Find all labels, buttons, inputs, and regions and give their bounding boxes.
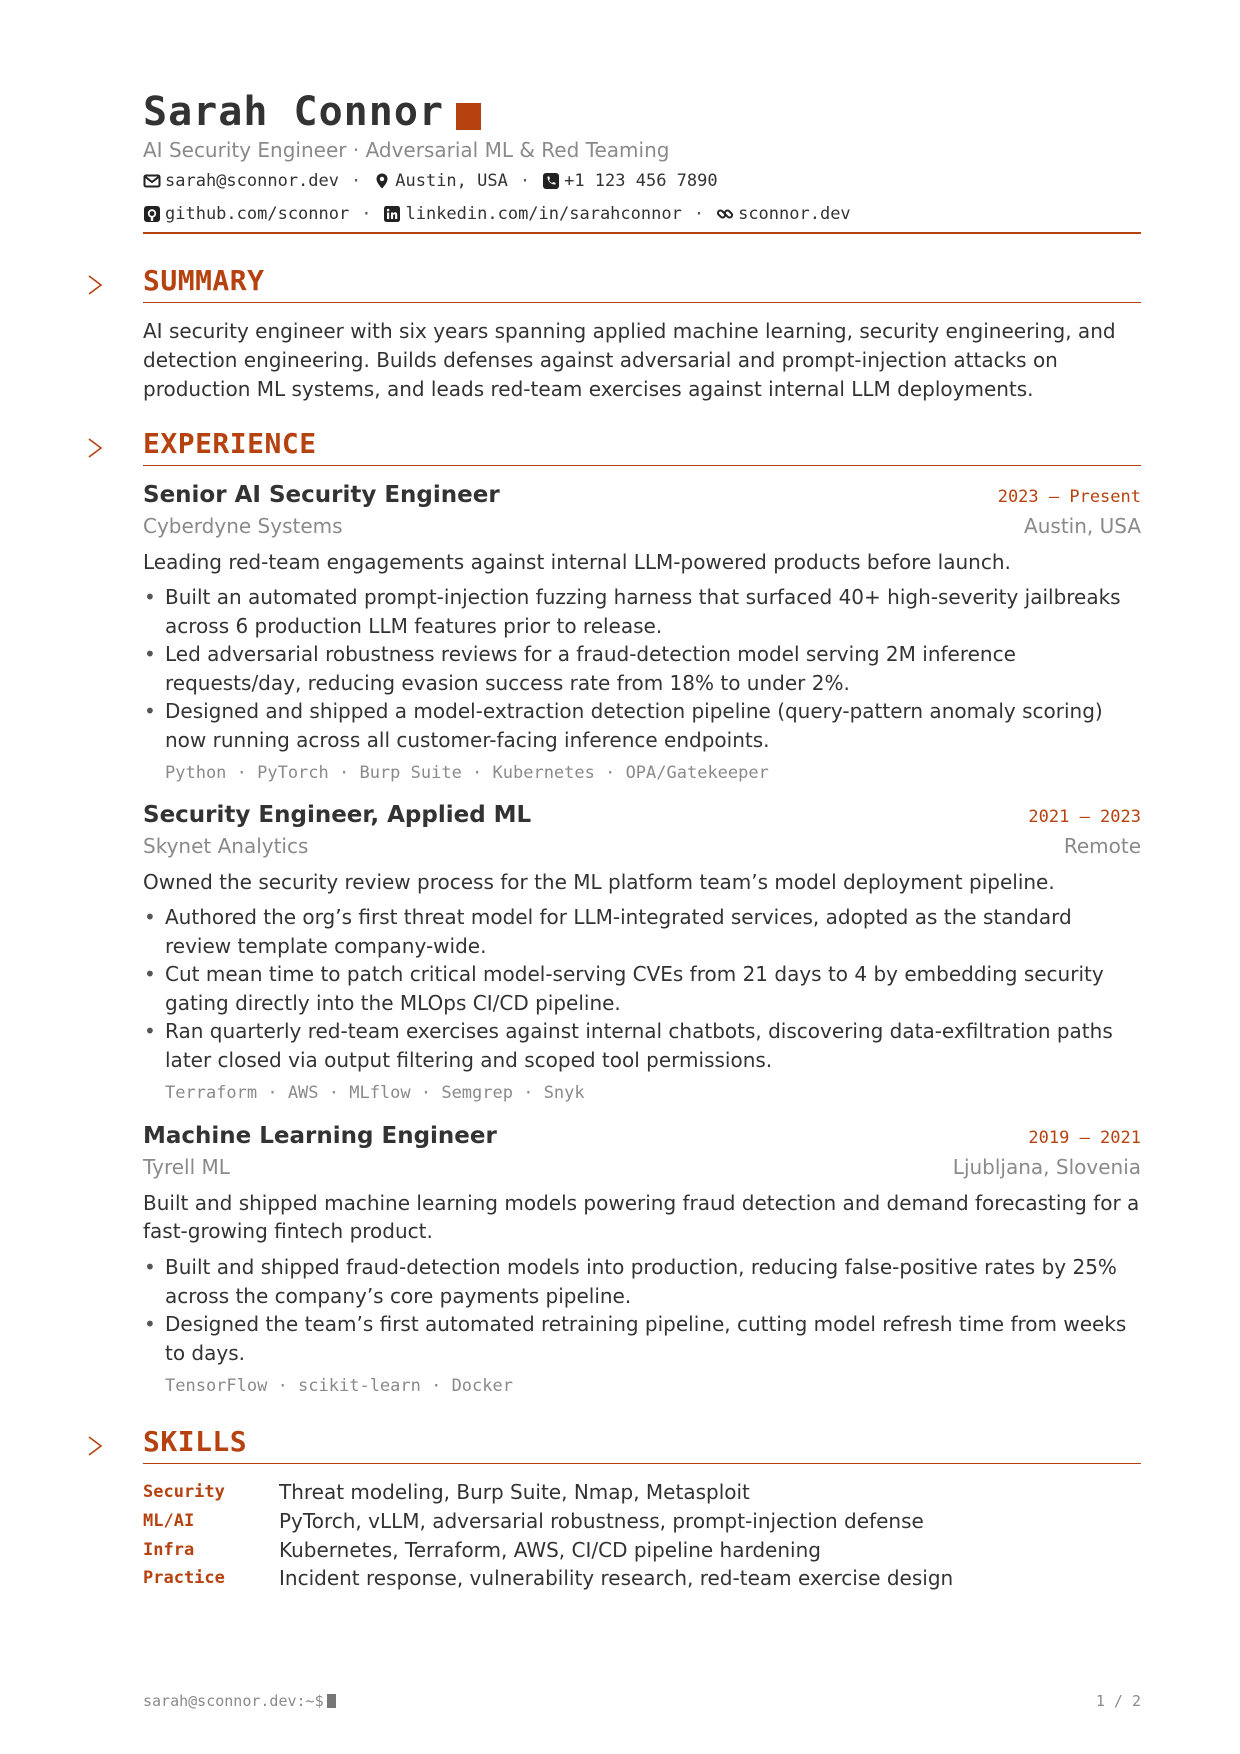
job-bullets [143, 583, 1141, 754]
job-company: Tyrell ML [143, 1155, 230, 1179]
section-title: SKILLS [143, 1425, 248, 1458]
header-divider [143, 232, 1141, 234]
contact-separator: · [693, 204, 705, 224]
job-company: Skynet Analytics [143, 834, 309, 858]
bullet-item: • Built an automated prompt-injection fuzzing harness that surfaced 40+ high-severity jailbreaks across 6 production LLM features prior to release. [143, 583, 1141, 640]
linkedin-icon [383, 205, 401, 223]
link-icon [716, 205, 734, 223]
section-divider [143, 302, 1141, 303]
name-row [143, 84, 481, 140]
contact-website[interactable] [716, 204, 851, 224]
footer-prompt-text: sarah@sconnor.dev:~$ [143, 1692, 324, 1710]
github-text: github.com/sconnor [165, 204, 350, 224]
skill-row [143, 1535, 1141, 1564]
envelope-icon [143, 172, 161, 190]
skill-category: ML/AI [143, 1511, 195, 1532]
contact-row-links [143, 204, 851, 224]
skill-row [143, 1564, 1141, 1593]
phone-text: +1 123 456 7890 [564, 171, 718, 191]
job-tech-tags: Python · PyTorch · Burp Suite · Kubernetes · OPA/Gatekeeper [165, 763, 769, 783]
contact-separator: · [519, 171, 531, 191]
contact-linkedin[interactable] [383, 204, 681, 224]
skill-category: Infra [143, 1539, 195, 1560]
experience-section [143, 427, 1141, 467]
job-description: Owned the security review process for the ML platform team’s model deployment pipeline. [143, 870, 1055, 894]
skill-values: Kubernetes, Terraform, AWS, CI/CD pipeline hardening [279, 1537, 821, 1562]
job-bullets [143, 1253, 1141, 1367]
job-title: Machine Learning Engineer [143, 1123, 497, 1149]
job-location: Remote [1063, 834, 1141, 858]
job-bullets [143, 903, 1141, 1074]
github-icon [143, 205, 161, 223]
contact-separator: · [361, 204, 372, 224]
bullet-item: • Cut mean time to patch critical model-serving CVEs from 21 days to 4 by embedding security gating directly into the MLOps CI/CD pipeline. [143, 960, 1141, 1017]
linkedin-text: linkedin.com/in/sarahconnor [405, 204, 682, 224]
section-title: SUMMARY [143, 264, 265, 297]
name-accent-block [456, 103, 481, 130]
chevron-right-icon [87, 437, 103, 459]
section-header [143, 1425, 1141, 1465]
section-title: EXPERIENCE [143, 427, 317, 460]
section-header [143, 427, 1141, 467]
job-tech-tags: TensorFlow · scikit-learn · Docker [165, 1376, 513, 1396]
section-header [143, 264, 1141, 304]
chevron-right-icon [87, 274, 103, 296]
job-dates: 2021 – 2023 [1028, 807, 1141, 827]
map-pin-icon [373, 172, 391, 190]
job-tech-tags: Terraform · AWS · MLflow · Semgrep · Snyk [165, 1083, 585, 1103]
bullet-item: • Authored the org’s first threat model for LLM-integrated services, adopted as the standard review template company-wide. [143, 903, 1141, 960]
page-number: 1 / 2 [1095, 1692, 1141, 1710]
skill-values: Incident response, vulnerability research, red-team exercise design [279, 1566, 954, 1591]
job-subtitle: AI Security Engineer · Adversarial ML & Red Teaming [143, 138, 670, 162]
skill-row [143, 1478, 1141, 1507]
job-dates: 2019 – 2021 [1028, 1128, 1141, 1148]
contact-location [373, 171, 508, 191]
summary-text: AI security engineer with six years spanning applied machine learning, security engineering, and detection engineering. Builds defenses against adversarial and prompt-injection attacks on production ML systems, and leads red-team exercises against internal LLM deployments. [143, 319, 1116, 401]
contact-phone[interactable] [542, 171, 718, 191]
job-description: Leading red-team engagements against internal LLM-powered products before launch. [143, 550, 1011, 574]
skill-category: Security [143, 1482, 225, 1503]
phone-icon [542, 172, 560, 190]
bullet-item: • Designed the team’s first automated retraining pipeline, cutting model refresh time from weeks to days. [143, 1310, 1141, 1367]
skill-values: PyTorch, vLLM, adversarial robustness, prompt-injection defense [279, 1509, 924, 1534]
job-location: Austin, USA [1024, 514, 1141, 538]
contact-row-primary [143, 171, 718, 191]
job-company: Cyberdyne Systems [143, 514, 343, 538]
website-text: sconnor.dev [738, 204, 851, 224]
contact-email[interactable] [143, 171, 339, 191]
bullet-item: • Led adversarial robustness reviews for a fraud-detection model serving 2M inference requests/day, reducing evasion success rate from 18% to under 2%. [143, 640, 1141, 697]
contact-separator: · [351, 171, 362, 191]
job-description: Built and shipped machine learning models powering fraud detection and demand forecasting for a fast-growing fintech product. [143, 1191, 1140, 1243]
bullet-item: • Built and shipped fraud-detection models into production, reducing false-positive rates by 25% across the company’s core payments pipeline. [143, 1253, 1141, 1310]
terminal-cursor [327, 1694, 336, 1708]
job-dates: 2023 – Present [997, 487, 1141, 507]
job-title: Security Engineer, Applied ML [143, 802, 532, 828]
chevron-right-icon [87, 1435, 103, 1457]
email-text: sarah@sconnor.dev [165, 171, 339, 191]
job-location: Ljubljana, Slovenia [952, 1155, 1141, 1179]
skill-category: Practice [143, 1568, 225, 1589]
skills-table [143, 1478, 1141, 1593]
section-divider [143, 1463, 1141, 1464]
bullet-item: • Designed and shipped a model-extraction detection pipeline (query-pattern anomaly scoring) now running across all customer-facing inference endpoints. [143, 697, 1141, 754]
location-text: Austin, USA [395, 171, 508, 191]
section-divider [143, 465, 1141, 466]
summary-section [143, 264, 1141, 401]
skill-row [143, 1507, 1141, 1536]
footer-prompt [143, 1692, 336, 1710]
candidate-name: Sarah Connor [143, 89, 444, 135]
bullet-item: • Ran quarterly red-team exercises against internal chatbots, discovering data-exfiltration paths later closed via output filtering and scoped tool permissions. [143, 1017, 1141, 1074]
job-title: Senior AI Security Engineer [143, 482, 500, 508]
skill-values: Threat modeling, Burp Suite, Nmap, Metasploit [279, 1480, 750, 1505]
contact-github[interactable] [143, 204, 349, 224]
skills-section [143, 1425, 1141, 1465]
